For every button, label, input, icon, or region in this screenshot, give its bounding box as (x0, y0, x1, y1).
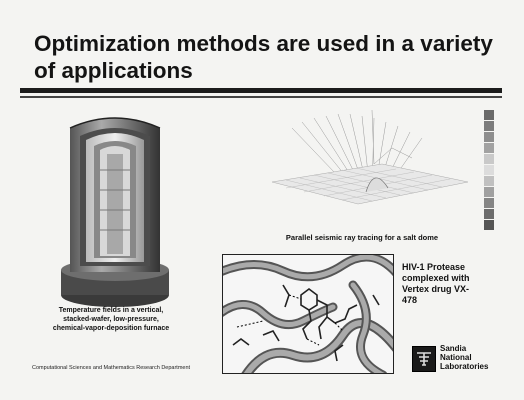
color-swatch (484, 165, 494, 175)
color-swatch (484, 121, 494, 131)
color-swatch (484, 132, 494, 142)
seismic-caption: Parallel seismic ray tracing for a salt dome (285, 233, 439, 242)
protein-caption: HIV-1 Protease complexed with Vertex drug VX- 478 (402, 262, 470, 305)
color-swatch (484, 209, 494, 219)
department-footer: Computational Sciences and Mathematics Research Department (32, 365, 191, 371)
sandia-wordmark: Sandia National Laboratories (440, 344, 489, 371)
protein-structure-image (222, 254, 394, 374)
color-swatch (484, 110, 494, 120)
color-swatch (484, 154, 494, 164)
title-divider-thin (20, 96, 502, 98)
sandia-logo (412, 344, 512, 380)
color-swatch (484, 176, 494, 186)
color-swatch (484, 187, 494, 197)
title-divider-thick (20, 88, 502, 93)
color-swatch (484, 198, 494, 208)
protein-ribbons (223, 255, 393, 373)
color-swatch (484, 143, 494, 153)
seismic-raytrace-image (262, 108, 472, 220)
slide-title: Optimization methods are used in a variety of applications (34, 31, 493, 83)
furnace-caption: Temperature fields in a vertical, stacked-wafer, low-pressure, chemical-vapor-deposition furnace (52, 307, 170, 332)
color-scale (484, 110, 494, 231)
sandia-thunderbird-icon (412, 346, 436, 372)
furnace-image (60, 110, 170, 310)
color-swatch (484, 220, 494, 230)
